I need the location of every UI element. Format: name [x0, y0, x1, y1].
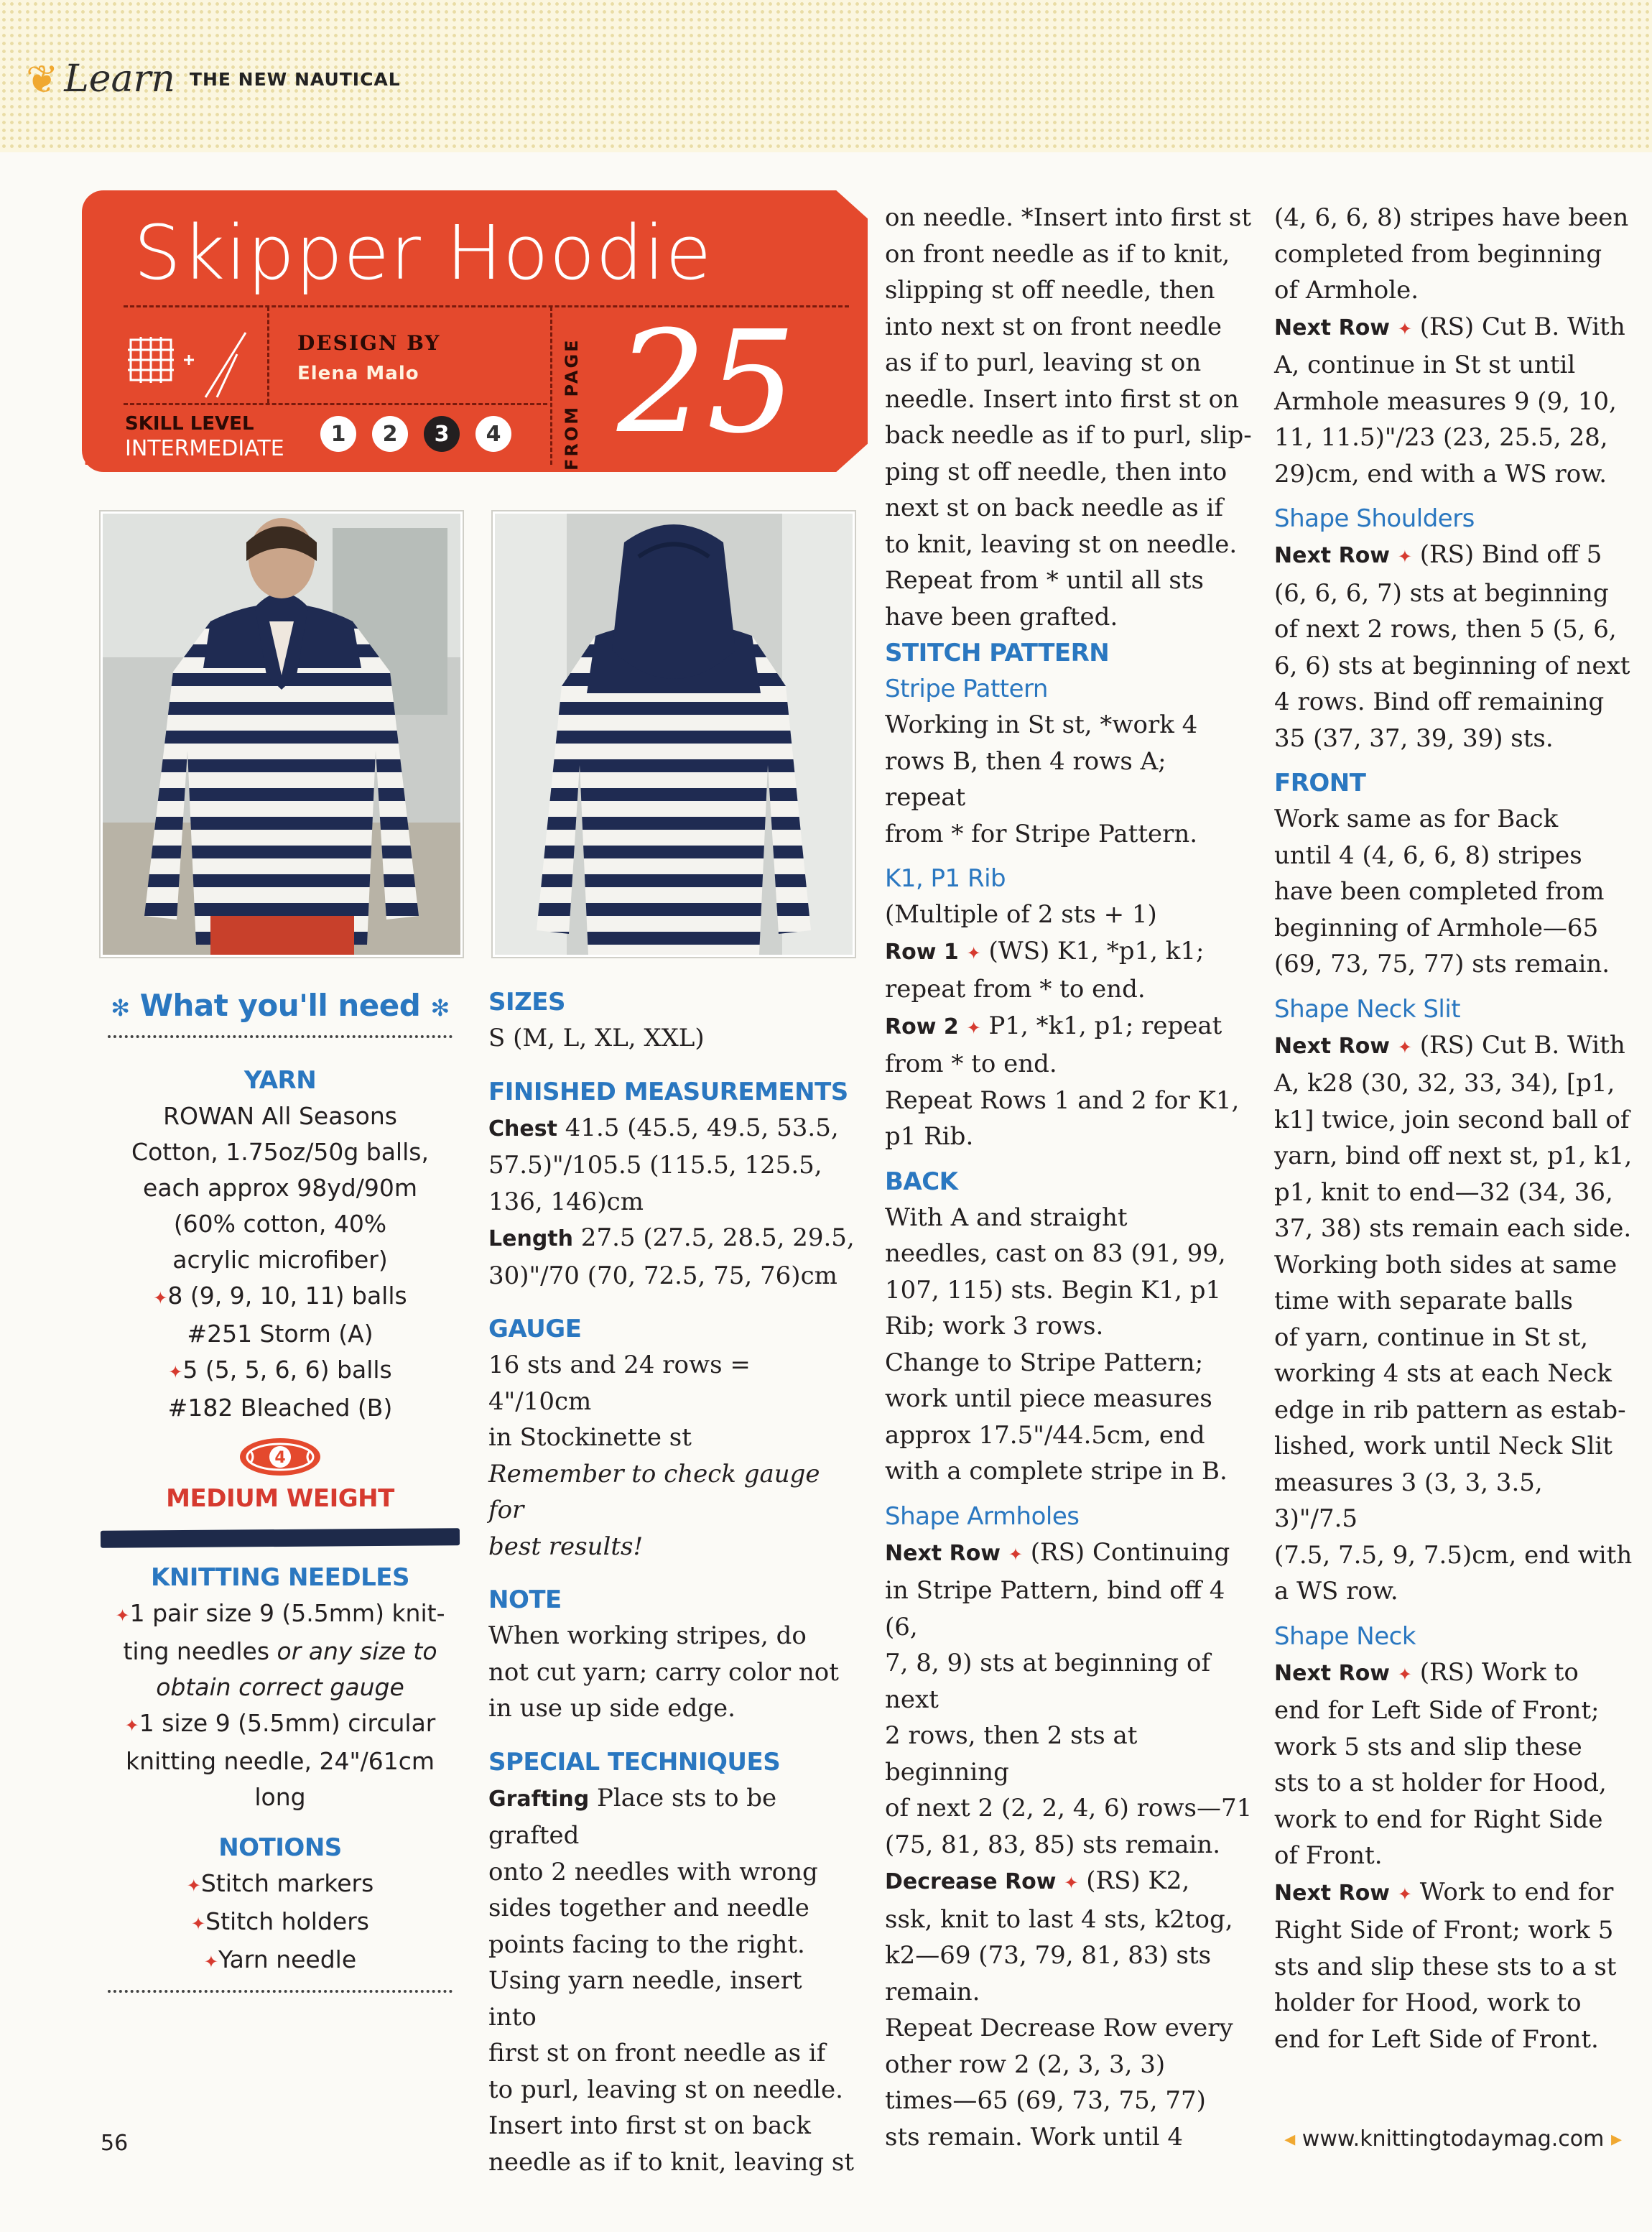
front-line: (69, 73, 75, 77) sts remain. — [1274, 950, 1610, 978]
stripe-line: Working in St st, *work 4 — [885, 710, 1198, 739]
grafting-line: Grafting Place sts to be grafted — [488, 1783, 777, 1850]
neck-line: Next Row ✦ (RS) Work to — [1274, 1657, 1579, 1687]
rib-subheading: K1, P1 Rib — [885, 864, 1006, 893]
neck-slit-line: A, k28 (30, 32, 33, 34), [p1, — [1274, 1069, 1615, 1098]
shape-armholes-subheading: Shape Armholes — [885, 1501, 1080, 1531]
bullet-icon: ✦ — [1397, 1037, 1412, 1057]
note-heading: NOTE — [488, 1585, 562, 1614]
rib-repeat-line: p1 Rib. — [885, 1122, 974, 1151]
neck-line: holder for Hood, work to — [1274, 1988, 1582, 2017]
shoulder-line: (6, 6, 6, 7) sts at beginning — [1274, 578, 1609, 608]
bullet-icon: ✦ — [1397, 547, 1412, 567]
gauge-note: best results! — [488, 1532, 644, 1561]
finished-measurements-heading: FINISHED MEASUREMENTS — [488, 1077, 848, 1106]
repeat-line: times—65 (69, 73, 75, 77) — [885, 2086, 1206, 2115]
row1-line: Row 1 ✦ (WS) K1, *p1, k1; — [885, 936, 1205, 965]
needle-line: knitting needle, 24"/61cm — [125, 1747, 435, 1775]
grafting-line: to purl, leaving st on needle. — [488, 2075, 843, 2104]
next-row-line: A, continue in St st until — [1274, 351, 1576, 379]
neck-line: Right Side of Front; work 5 — [1274, 1916, 1614, 1945]
skill-circle-1: 1 — [320, 416, 356, 452]
what-you-need-sidebar — [101, 984, 460, 1993]
bullet-icon: ✦ — [1397, 1664, 1412, 1685]
shoulder-line: Next Row ✦ (RS) Bind off 5 — [1274, 540, 1602, 569]
rib-multiple: (Multiple of 2 sts + 1) — [885, 900, 1157, 929]
back-line: needles, cast on 83 (91, 99, — [885, 1239, 1226, 1268]
front-view-photo — [101, 511, 463, 957]
needle-line: long — [254, 1783, 306, 1811]
neck-line: Next Row ✦ Work to end for — [1274, 1877, 1614, 1907]
neck-line: work 5 sts and slip these — [1274, 1732, 1582, 1761]
bullet-icon: ✦ — [1397, 318, 1412, 339]
front-heading: FRONT — [1274, 769, 1366, 797]
grafting-cont-line: to knit, leaving st on needle. — [885, 529, 1238, 559]
neck-line: sts to a st holder for Hood, — [1274, 1769, 1607, 1797]
neck-slit-line: p1, knit to end—32 (34, 36, — [1274, 1177, 1613, 1207]
front-line: Work same as for Back — [1274, 805, 1559, 833]
grafting-cont-line: as if to purl, leaving st on — [885, 348, 1202, 377]
grafting-cont-line: Repeat from * until all sts — [885, 566, 1204, 595]
chest-line: 57.5)"/105.5 (115.5, 125.5, — [488, 1151, 822, 1180]
grafting-cont-line: into next st on front needle — [885, 312, 1222, 341]
decrease-line: k2—69 (73, 79, 81, 83) sts — [885, 1941, 1212, 1970]
swirl-icon: ❦ — [26, 56, 59, 102]
section-header — [26, 50, 401, 108]
next-row-line: Armhole measures 9 (9, 10, — [1274, 386, 1617, 416]
neck-line: end for Left Side of Front; — [1274, 1696, 1600, 1725]
yarn-b-amount: ✦5 (5, 5, 6, 6) balls — [168, 1356, 392, 1384]
back-cont-line: of Armhole. — [1274, 276, 1419, 305]
shoulder-line: of next 2 rows, then 5 (5, 6, — [1274, 615, 1617, 644]
armhole-line: in Stripe Pattern, bind off 4 (6, — [885, 1576, 1225, 1641]
sizes-text: S (M, L, XL, XXL) — [488, 1024, 705, 1052]
yarn-line: Cotton, 1.75oz/50g balls, — [131, 1138, 429, 1166]
repeat-line: other row 2 (2, 3, 3, 3) — [885, 2050, 1166, 2079]
next-row-line: 29)cm, end with a WS row. — [1274, 459, 1607, 488]
decrease-line: ssk, knit to last 4 sts, k2tog, — [885, 1904, 1233, 1934]
back-cont-line: completed from beginning — [1274, 239, 1602, 269]
grafting-line: first st on front needle as if — [488, 2039, 826, 2067]
neck-slit-line: lished, work until Neck Slit — [1274, 1432, 1612, 1460]
row1-line: repeat from * to end. — [885, 975, 1146, 1004]
yarn-line: ROWAN All Seasons — [163, 1102, 397, 1130]
special-techniques-heading: SPECIAL TECHNIQUES — [488, 1747, 781, 1777]
designer-name: Elena Malo — [297, 363, 419, 384]
back-line: 107, 115) sts. Begin K1, p1 — [885, 1275, 1222, 1305]
back-line: with a complete stripe in B. — [885, 1457, 1228, 1486]
row2-line: from * to end. — [885, 1050, 1057, 1078]
needles-heading: KNITTING NEEDLES — [151, 1563, 409, 1592]
sizes-heading: SIZES — [488, 988, 566, 1017]
neck-line: work to end for Right Side — [1274, 1805, 1603, 1834]
yarn-b-color: #182 Bleached (B) — [167, 1394, 393, 1422]
shape-neck-slit-subheading: Shape Neck Slit — [1274, 994, 1461, 1024]
repeat-line: Repeat Decrease Row every — [885, 2014, 1233, 2042]
shoulder-line: 6, 6) sts at beginning of next — [1274, 651, 1630, 680]
gauge-note: Remember to check gauge for — [488, 1459, 820, 1524]
rib-repeat-line: Repeat Rows 1 and 2 for K1, — [885, 1085, 1240, 1115]
notion-item: ✦Yarn needle — [203, 1945, 357, 1973]
yarn-weight-icon — [237, 1436, 323, 1478]
yarn-a-amount: ✦8 (9, 9, 10, 11) balls — [153, 1282, 407, 1310]
back-line: approx 17.5"/44.5cm, end — [885, 1420, 1205, 1450]
neck-slit-line: time with separate balls — [1274, 1287, 1574, 1315]
grafting-line: Using yarn needle, insert into — [488, 1966, 802, 2032]
neck-line: sts and slip these sts to a st — [1274, 1952, 1617, 1981]
note-line: in use up side edge. — [488, 1694, 735, 1723]
stripe-line: from * for Stripe Pattern. — [885, 819, 1198, 848]
neck-slit-line: (7.5, 7.5, 9, 7.5)cm, end with — [1274, 1540, 1633, 1570]
back-view-photo — [493, 511, 855, 957]
star-icon: ✻ — [111, 994, 130, 1022]
navy-divider-stripe — [101, 1528, 460, 1547]
skill-circle-3: 3 — [424, 416, 460, 452]
neck-line: of Front. — [1274, 1841, 1383, 1870]
url-text: www.knittingtodaymag.com — [1301, 2126, 1605, 2152]
grafting-line: Insert into first st on back — [488, 2111, 811, 2140]
bullet-icon: ✦ — [191, 1914, 206, 1934]
column-4 — [1274, 200, 1633, 2057]
armhole-line: of next 2 (2, 2, 4, 6) rows—71 — [885, 1794, 1253, 1823]
chest-line: Chest 41.5 (45.5, 49.5, 53.5, — [488, 1113, 839, 1142]
grafting-line: points facing to the right. — [488, 1930, 805, 1959]
back-line: work until piece measures — [885, 1384, 1212, 1413]
website-url[interactable] — [1284, 2126, 1622, 2152]
notion-item: ✦Stitch holders — [191, 1907, 369, 1935]
armhole-line: Next Row ✦ (RS) Continuing — [885, 1537, 1230, 1567]
gauge-heading: GAUGE — [488, 1315, 582, 1343]
back-line: Rib; work 3 rows. — [885, 1312, 1104, 1340]
neck-slit-line: of yarn, continue in St st, — [1274, 1323, 1589, 1352]
neck-slit-line: working 4 sts at each Neck — [1274, 1359, 1612, 1388]
shape-neck-subheading: Shape Neck — [1274, 1621, 1416, 1651]
neck-slit-line: 37, 38) sts remain each side. — [1274, 1214, 1632, 1243]
grafting-cont-line: on front needle as if to knit, — [885, 239, 1230, 269]
series-label: THE NEW NAUTICAL — [189, 68, 401, 90]
yarn-line: acrylic microfiber) — [172, 1246, 388, 1274]
armhole-line: 7, 8, 9) sts at beginning of next — [885, 1649, 1211, 1714]
armhole-line: (75, 81, 83, 85) sts remain. — [885, 1830, 1221, 1859]
neck-slit-line: edge in rib pattern as estab- — [1274, 1395, 1626, 1425]
what-you-need-heading: ✻ What you'll need ✻ — [111, 988, 450, 1023]
pattern-title-tag — [82, 190, 868, 472]
grafting-cont-line: next st on back needle as if — [885, 494, 1223, 522]
next-row-line: 11, 11.5)"/23 (23, 25.5, 28, — [1274, 423, 1608, 452]
bullet-icon: ✦ — [186, 1876, 201, 1896]
length-line: 30)"/70 (70, 72.5, 75, 76)cm — [488, 1261, 837, 1290]
column-3 — [885, 200, 1253, 2155]
from-page-label: FROM PAGE — [562, 338, 582, 471]
note-line: When working stripes, do — [488, 1621, 807, 1650]
neck-slit-line: Next Row ✦ (RS) Cut B. With — [1274, 1030, 1625, 1060]
repeat-line: sts remain. Work until 4 — [885, 2122, 1184, 2152]
skill-level-value: INTERMEDIATE — [125, 436, 284, 461]
gauge-line: in Stockinette st — [488, 1423, 692, 1452]
arrow-left-icon: ◂ — [1284, 2126, 1296, 2152]
front-line: beginning of Armhole—65 — [1274, 913, 1599, 943]
stripe-pattern-subheading: Stripe Pattern — [885, 675, 1048, 703]
skill-label: SKILL LEVEL — [125, 413, 254, 435]
bullet-icon: ✦ — [966, 1017, 981, 1038]
front-line: have been completed from — [1274, 877, 1605, 906]
bullet-icon: ✦ — [168, 1362, 183, 1382]
design-by-label: DESIGN BY — [297, 331, 441, 355]
page-number: 56 — [101, 2131, 129, 2156]
from-page-number: 25 — [617, 301, 797, 465]
neck-slit-line: yarn, bind off next st, p1, k1, — [1274, 1142, 1633, 1170]
stripe-line: rows B, then 4 rows A; repeat — [885, 746, 1166, 812]
armhole-line: 2 rows, then 2 sts at beginning — [885, 1721, 1138, 1787]
decrease-line: remain. — [885, 1977, 980, 2006]
skill-circle-4: 4 — [475, 416, 511, 452]
bullet-icon: ✦ — [203, 1952, 218, 1972]
neck-slit-line: measures 3 (3, 3, 3.5, 3)"/7.5 — [1274, 1468, 1543, 1533]
back-line: Change to Stripe Pattern; — [885, 1348, 1204, 1377]
grafting-line: sides together and needle — [488, 1894, 809, 1922]
gauge-line: 16 sts and 24 rows = 4"/10cm — [488, 1351, 751, 1416]
yarn-line: each approx 98yd/90m — [143, 1174, 417, 1202]
grafting-cont-line: ping st off needle, then into — [885, 457, 1228, 486]
yarn-line: (60% cotton, 40% — [173, 1210, 387, 1238]
notions-heading: NOTIONS — [218, 1833, 342, 1862]
back-cont-line: (4, 6, 6, 8) stripes have been — [1274, 203, 1629, 232]
svg-text:4: 4 — [274, 1449, 286, 1467]
yarn-a-color: #251 Storm (A) — [187, 1320, 373, 1348]
notion-item: ✦Stitch markers — [186, 1869, 374, 1897]
length-line: Length 27.5 (27.5, 28.5, 29.5, — [488, 1223, 855, 1252]
stitch-pattern-heading: STITCH PATTERN — [885, 639, 1110, 667]
bullet-icon: ✦ — [1008, 1544, 1023, 1565]
needle-line: obtain correct gauge — [156, 1673, 404, 1701]
yarn-heading: YARN — [243, 1066, 317, 1095]
note-line: not cut yarn; carry color not — [488, 1657, 839, 1687]
grafting-cont-line: on needle. *Insert into first st — [885, 203, 1251, 232]
skill-level-circles — [320, 416, 511, 452]
neck-line: end for Left Side of Front. — [1274, 2024, 1599, 2054]
neck-slit-line: Working both sides at same — [1274, 1250, 1618, 1279]
grafting-line: needle as if to knit, leaving st — [488, 2147, 855, 2177]
arrow-right-icon: ▸ — [1610, 2126, 1622, 2152]
grafting-line: onto 2 needles with wrong — [488, 1857, 818, 1886]
grafting-cont-line: have been grafted. — [885, 602, 1118, 631]
next-row-line: Next Row ✦ (RS) Cut B. With — [1274, 312, 1625, 341]
column-2 — [488, 984, 856, 2180]
neck-slit-line: k1] twice, join second ball of — [1274, 1105, 1630, 1134]
bullet-icon: ✦ — [966, 943, 981, 963]
yarn-needles-icon — [125, 327, 258, 406]
bullet-icon: ✦ — [1064, 1873, 1079, 1893]
shape-shoulders-subheading: Shape Shoulders — [1274, 504, 1475, 533]
bullet-icon: ✦ — [115, 1606, 130, 1626]
section-label: Learn — [64, 57, 175, 101]
yarn-weight-label: MEDIUM WEIGHT — [166, 1484, 394, 1513]
needle-line: ting needles or any size to — [123, 1637, 437, 1665]
bullet-icon: ✦ — [124, 1715, 139, 1736]
pattern-title: Skipper Hoodie — [134, 209, 713, 297]
star-icon: ✻ — [430, 994, 450, 1022]
needle-line: ✦1 pair size 9 (5.5mm) knit- — [115, 1599, 445, 1627]
needle-line: ✦1 size 9 (5.5mm) circular — [124, 1709, 436, 1737]
bullet-icon: ✦ — [1397, 1884, 1412, 1904]
shoulder-line: 35 (37, 37, 39, 39) sts. — [1274, 723, 1554, 753]
skill-circle-2: 2 — [372, 416, 408, 452]
grafting-cont-line: slipping st off needle, then — [885, 276, 1215, 305]
back-line: With A and straight — [885, 1203, 1128, 1232]
grafting-cont-line: back needle as if to purl, slip- — [885, 421, 1252, 450]
neck-slit-line: a WS row. — [1274, 1577, 1398, 1606]
chest-line: 136, 146)cm — [488, 1187, 644, 1216]
row2-line: Row 2 ✦ P1, *k1, p1; repeat — [885, 1011, 1222, 1040]
back-heading: BACK — [885, 1167, 958, 1196]
decrease-line: Decrease Row ✦ (RS) K2, — [885, 1866, 1190, 1895]
front-line: until 4 (4, 6, 6, 8) stripes — [1274, 841, 1582, 870]
bullet-icon: ✦ — [153, 1288, 168, 1308]
grafting-cont-line: needle. Insert into first st on — [885, 384, 1239, 414]
shoulder-line: 4 rows. Bind off remaining — [1274, 687, 1605, 716]
